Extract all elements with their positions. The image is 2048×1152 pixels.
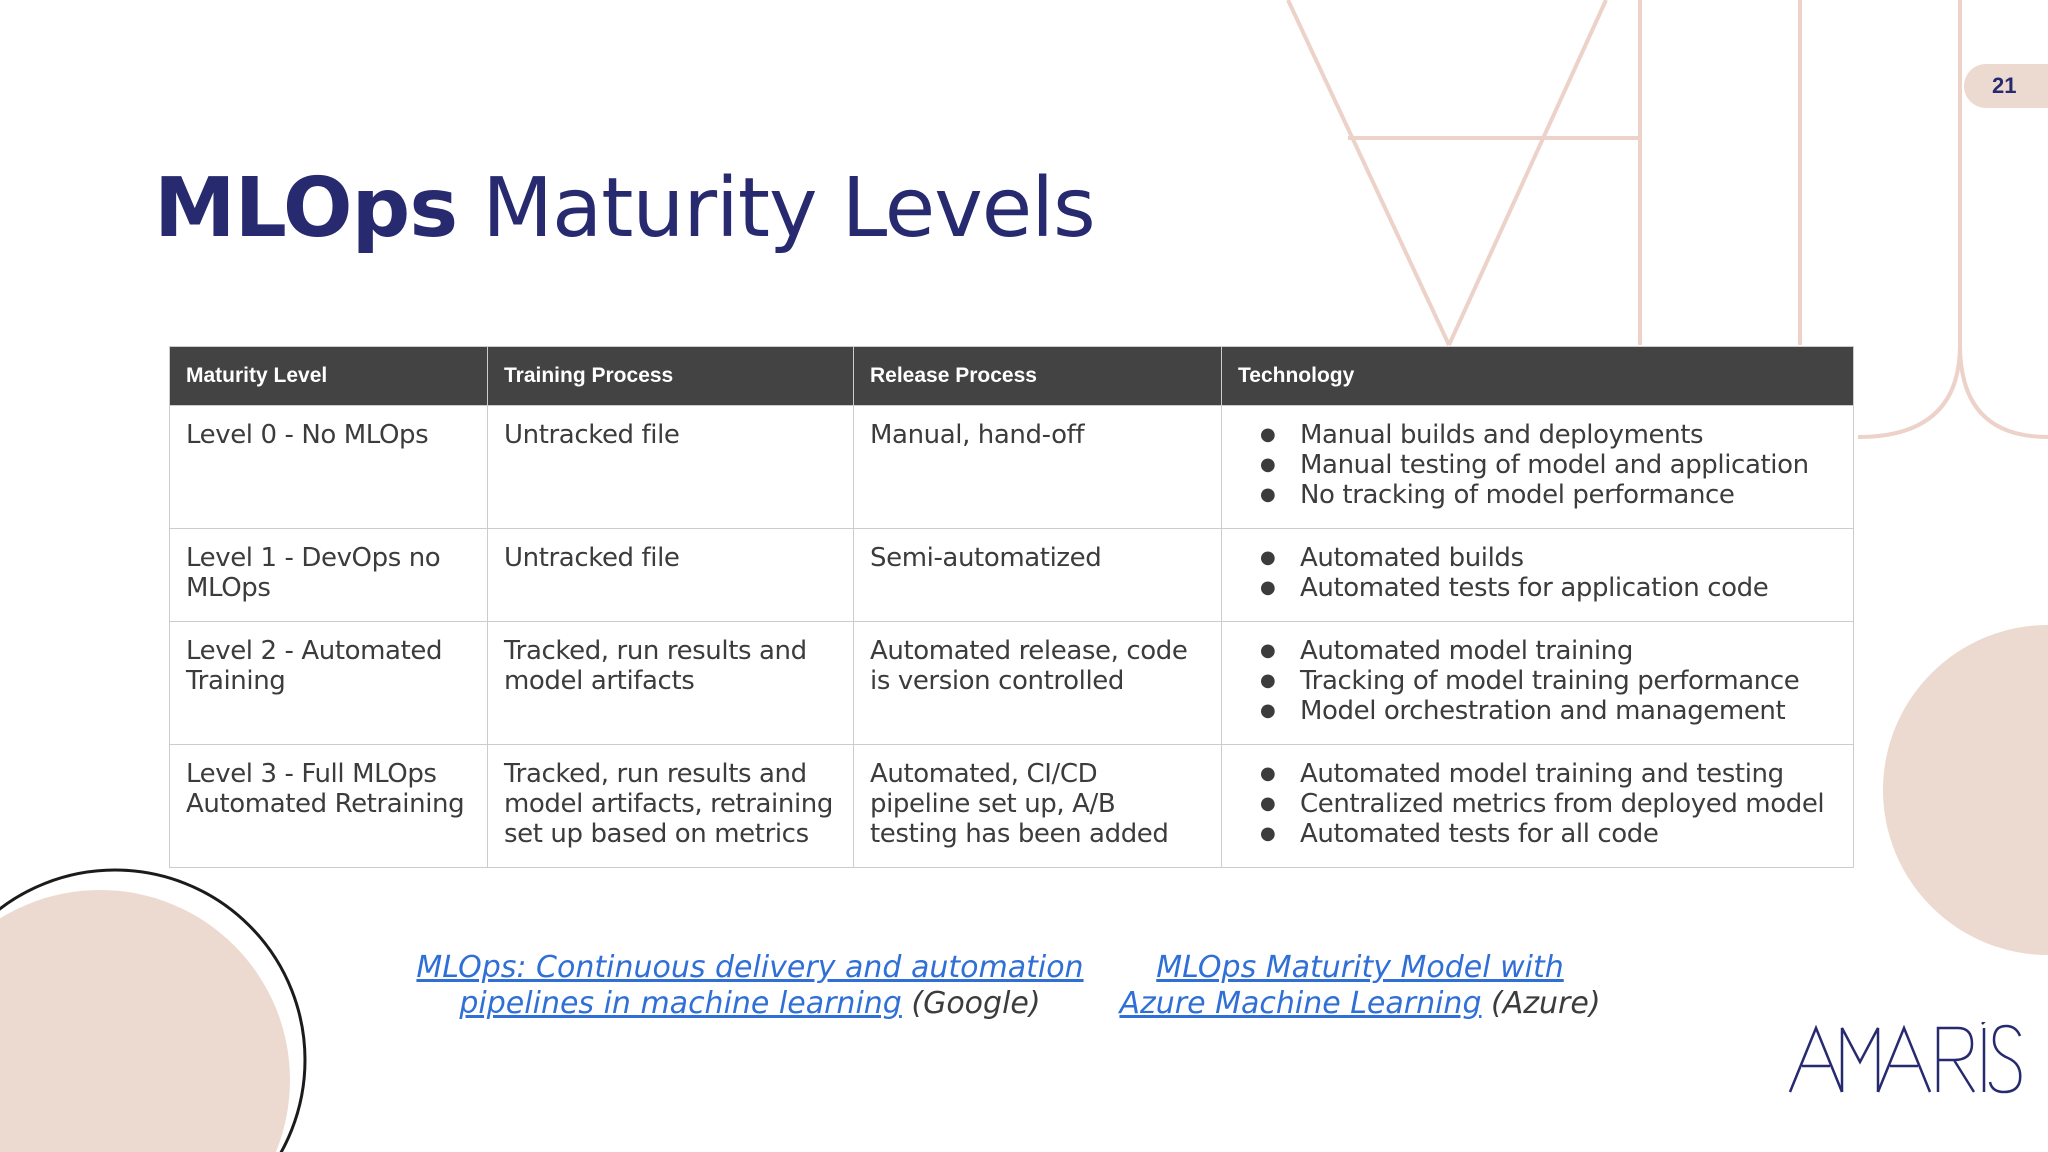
header-maturity-level: Maturity Level [170, 347, 488, 406]
header-technology: Technology [1222, 347, 1854, 406]
list-item: ● No tracking of model performance [1238, 480, 1837, 510]
header-training-process: Training Process [488, 347, 854, 406]
reference-source: (Google) [901, 986, 1041, 1021]
table-row [170, 529, 1854, 622]
maturity-table [169, 346, 1854, 868]
link-line: pipelines in machine learning [459, 986, 902, 1021]
cell-release: Manual, hand-off [854, 406, 1222, 529]
table-header-row [170, 347, 1854, 406]
list-item: ● Automated tests for application code [1238, 573, 1837, 603]
table-row [170, 406, 1854, 529]
cell-release: Automated, CI/CD pipeline set up, A/B testing has been added [854, 745, 1222, 868]
list-item: ● Automated builds [1238, 543, 1837, 573]
cell-technology [1222, 529, 1854, 622]
link-line: MLOps: Continuous delivery and automation [416, 950, 1084, 985]
reference-source: (Azure) [1481, 986, 1601, 1021]
cell-technology [1222, 745, 1854, 868]
title-rest: Maturity Levels [457, 161, 1095, 256]
page-number: 21 [1992, 73, 2017, 98]
list-item: ● Centralized metrics from deployed model [1238, 789, 1837, 819]
list-item: ● Model orchestration and management [1238, 696, 1837, 726]
header-release-process: Release Process [854, 347, 1222, 406]
page-number-badge [1964, 64, 2048, 108]
list-item: ● Manual builds and deployments [1238, 420, 1837, 450]
cell-technology [1222, 406, 1854, 529]
reference-azure [1110, 950, 1610, 1022]
table-row [170, 745, 1854, 868]
link-line: MLOps Maturity Model with [1156, 950, 1564, 985]
cell-training: Tracked, run results and model artifacts [488, 622, 854, 745]
list-item: ● Manual testing of model and application [1238, 450, 1837, 480]
list-item: ● Tracking of model training performance [1238, 666, 1837, 696]
cell-level: Level 3 - Full MLOps Automated Retraining [170, 745, 488, 868]
cell-training: Tracked, run results and model artifacts, retraining set up based on metrics [488, 745, 854, 868]
list-item: ● Automated tests for all code [1238, 819, 1837, 849]
cell-release: Semi-automatized [854, 529, 1222, 622]
cell-training: Untracked file [488, 406, 854, 529]
list-item: ● Automated model training [1238, 636, 1837, 666]
cell-level: Level 2 - Automated Training [170, 622, 488, 745]
amaris-logo [1788, 1022, 2024, 1096]
cell-release: Automated release, code is version controlled [854, 622, 1222, 745]
reference-google [400, 950, 1100, 1022]
list-item: ● Automated model training and testing [1238, 759, 1837, 789]
cell-level: Level 0 - No MLOps [170, 406, 488, 529]
cell-technology [1222, 622, 1854, 745]
link-line: Azure Machine Learning [1119, 986, 1482, 1021]
cell-training: Untracked file [488, 529, 854, 622]
table-row [170, 622, 1854, 745]
slide-title [154, 161, 1095, 256]
cell-level: Level 1 - DevOps no MLOps [170, 529, 488, 622]
title-bold: MLOps [154, 161, 458, 256]
